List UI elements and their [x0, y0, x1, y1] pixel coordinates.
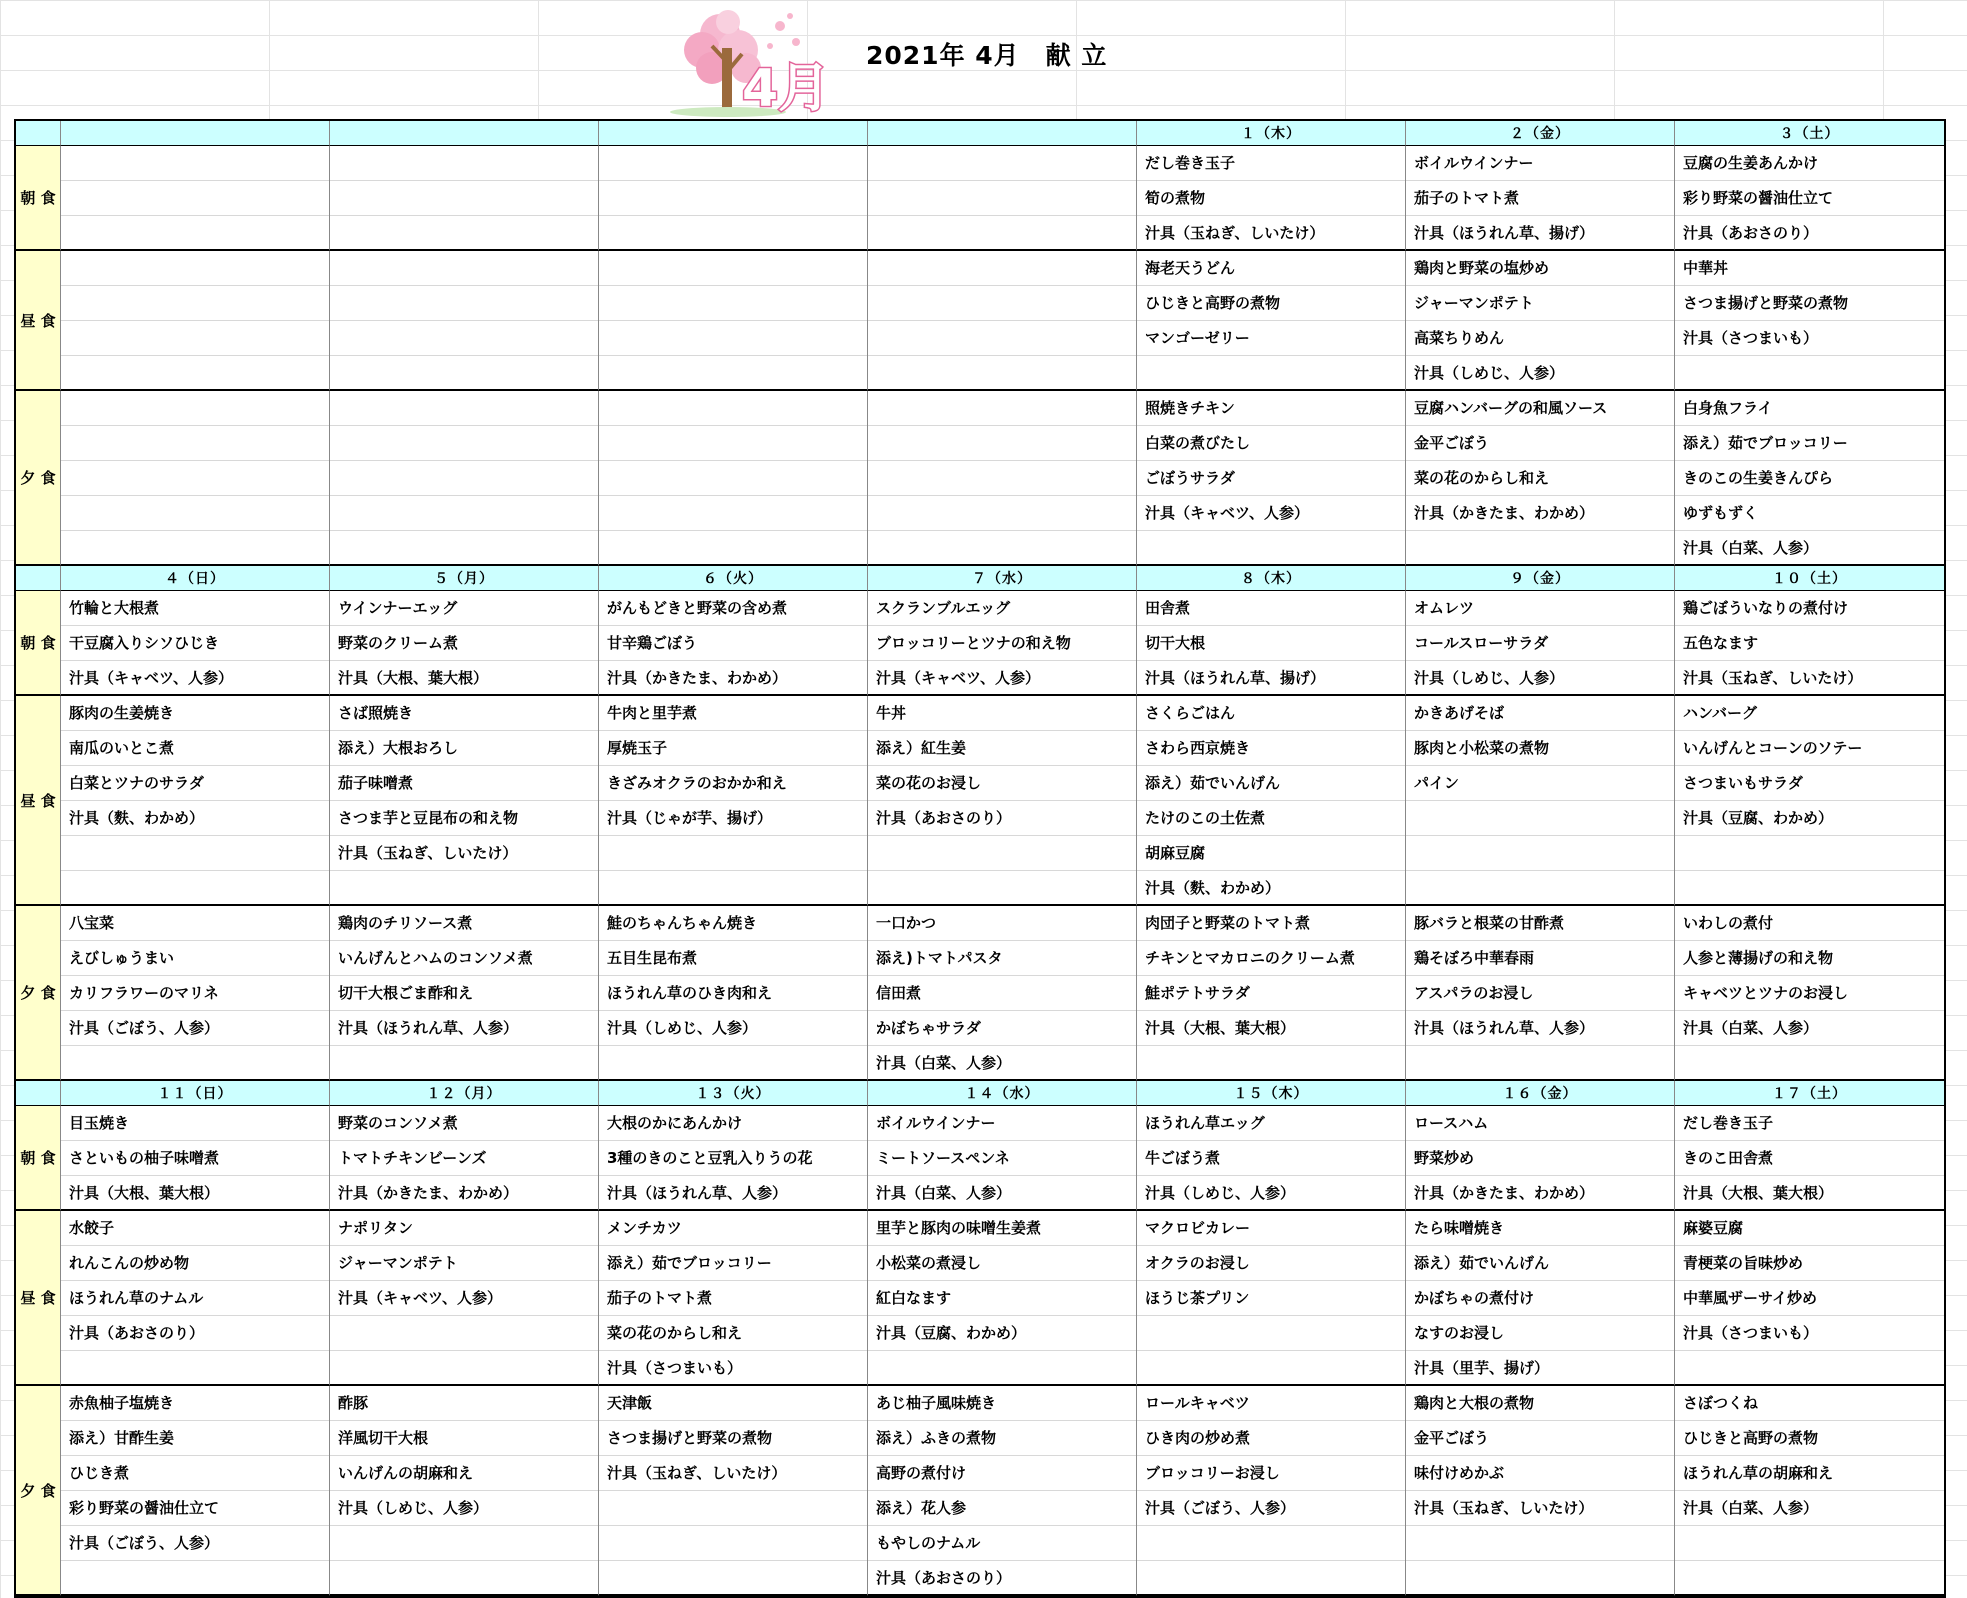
menu-item: 添え）紅生姜: [876, 739, 967, 757]
menu-item: 洋風切干大根: [338, 1429, 429, 1447]
menu-cell: [1137, 391, 1406, 566]
menu-cell: [61, 251, 330, 391]
menu-item: 中華丼: [1683, 259, 1729, 277]
menu-item: 汁具（キャベツ、人参）: [69, 669, 233, 687]
menu-item: 豆腐の生姜あんかけ: [1683, 154, 1819, 172]
menu-item: スクランブルエッグ: [876, 599, 1011, 617]
menu-item: 鶏肉と大根の煮物: [1414, 1394, 1535, 1412]
menu-item: 彩り野菜の醤油仕立て: [1683, 189, 1834, 207]
menu-item: 野菜炒め: [1414, 1149, 1475, 1167]
menu-item: 鶏肉のチリソース煮: [338, 914, 473, 932]
menu-item: ロースハム: [1414, 1114, 1489, 1132]
menu-cell: [868, 251, 1137, 391]
menu-item: ナポリタン: [338, 1219, 414, 1237]
menu-item: チキンとマカロニのクリーム煮: [1145, 949, 1355, 967]
day-header: １５（木）: [1137, 1081, 1406, 1106]
menu-item: 金平ごぼう: [1414, 434, 1490, 452]
menu-item: 干豆腐入りシソひじき: [69, 634, 220, 652]
menu-cell: [1137, 1106, 1406, 1211]
menu-item: ひき肉の炒め煮: [1145, 1429, 1251, 1447]
menu-item: 人参と薄揚げの和え物: [1683, 949, 1834, 967]
menu-item: 汁具（しめじ、人参）: [1414, 364, 1565, 382]
menu-item: 汁具（大根、葉大根）: [1683, 1184, 1834, 1202]
menu-cell: [1675, 1211, 1944, 1386]
menu-item: 切干大根ごま酢和え: [338, 984, 474, 1002]
menu-item: ゆずもずく: [1683, 504, 1759, 522]
menu-item: 肉団子と野菜のトマト煮: [1145, 914, 1311, 932]
menu-item: 汁具（キャベツ、人参）: [1145, 504, 1309, 522]
menu-item: ひじきと高野の煮物: [1683, 1429, 1819, 1447]
menu-cell: [330, 906, 599, 1081]
menu-item: いんげんとハムのコンソメ煮: [338, 949, 533, 967]
menu-item: ほうれん草エッグ: [1145, 1114, 1265, 1132]
menu-item: がんもどきと野菜の含め煮: [607, 599, 788, 617]
day-header: ３（土）: [1675, 121, 1944, 146]
day-header: [330, 121, 599, 146]
menu-item: 汁具（ごぼう、人参）: [69, 1019, 220, 1037]
menu-item: 里芋と豚肉の味噌生姜煮: [876, 1219, 1042, 1237]
menu-cell: [1406, 1386, 1675, 1596]
day-header: [868, 121, 1137, 146]
menu-cell: [1137, 1386, 1406, 1596]
menu-item: 3種のきのこと豆乳入りうの花: [607, 1149, 813, 1167]
menu-cell: [1406, 251, 1675, 391]
menu-item: マンゴーゼリー: [1145, 329, 1250, 347]
menu-item: 汁具（麩、わかめ）: [69, 809, 205, 827]
menu-item: キャベツとツナのお浸し: [1683, 984, 1849, 1002]
menu-item: 汁具（さつまいも）: [1683, 1324, 1819, 1342]
menu-item: 目玉焼き: [69, 1114, 130, 1132]
menu-cell: [599, 696, 868, 906]
menu-cell: [1137, 251, 1406, 391]
day-header: ９（金）: [1406, 566, 1675, 591]
menu-item: もやしのナムル: [876, 1534, 981, 1552]
menu-item: ボイルウインナー: [1414, 154, 1534, 172]
menu-item: 鮭ポテトサラダ: [1145, 984, 1250, 1002]
menu-item: 水餃子: [69, 1219, 115, 1237]
menu-cell: [868, 1106, 1137, 1211]
menu-item: カリフラワーのマリネ: [69, 984, 219, 1002]
menu-cell: [599, 906, 868, 1081]
menu-item: 菜の花のからし和え: [607, 1324, 743, 1342]
menu-item: えびしゅうまい: [69, 949, 175, 967]
menu-item: さぼつくね: [1683, 1394, 1759, 1412]
menu-item: 筍の煮物: [1145, 189, 1206, 207]
menu-item: 茄子のトマト煮: [607, 1289, 713, 1307]
menu-cell: [61, 591, 330, 696]
menu-item: 牛丼: [876, 704, 907, 722]
menu-item: 汁具（玉ねぎ、しいたけ）: [338, 844, 518, 862]
menu-item: 汁具（さつまいも）: [1683, 329, 1819, 347]
menu-item: 鮭のちゃんちゃん焼き: [607, 914, 758, 932]
day-header: １１（日）: [61, 1081, 330, 1106]
menu-item: 彩り野菜の醤油仕立て: [69, 1499, 220, 1517]
menu-item: 汁具（しめじ、人参）: [1145, 1184, 1296, 1202]
menu-item: 添え）茹でいんげん: [1145, 774, 1281, 792]
menu-item: 中華風ザーサイ炒め: [1683, 1289, 1817, 1307]
menu-item: 汁具（キャベツ、人参）: [876, 669, 1040, 687]
menu-item: 添え）茹でいんげん: [1414, 1254, 1550, 1272]
menu-item: あじ柚子風味焼き: [876, 1394, 997, 1412]
menu-item: マクロビカレー: [1145, 1219, 1251, 1237]
menu-item: ジャーマンポテト: [338, 1254, 458, 1272]
menu-item: ほうじ茶プリン: [1145, 1289, 1250, 1307]
day-header: １７（土）: [1675, 1081, 1944, 1106]
menu-cell: [1137, 696, 1406, 906]
menu-item: 汁具（さつまいも）: [607, 1359, 743, 1377]
menu-item: 汁具（ごぼう、人参）: [1145, 1499, 1296, 1517]
menu-item: 茄子のトマト煮: [1414, 189, 1520, 207]
menu-item: オクラのお浸し: [1145, 1254, 1250, 1272]
menu-cell: [1675, 906, 1944, 1081]
menu-cell: [330, 251, 599, 391]
menu-cell: [599, 146, 868, 251]
menu-item: ブロッコリーとツナの和え物: [876, 634, 1071, 652]
menu-item: 汁具（麩、わかめ）: [1145, 879, 1281, 897]
menu-item: 汁具（大根、葉大根）: [1145, 1019, 1296, 1037]
menu-cell: [61, 1106, 330, 1211]
menu-item: 野菜のコンソメ煮: [338, 1114, 458, 1132]
menu-item: 牛ごぼう煮: [1145, 1149, 1221, 1167]
menu-cell: [1675, 1106, 1944, 1211]
menu-cell: [868, 696, 1137, 906]
day-header: [61, 121, 330, 146]
day-header: ４（日）: [61, 566, 330, 591]
menu-cell: [1675, 146, 1944, 251]
menu-cell: [599, 1386, 868, 1596]
menu-cell: [1137, 1211, 1406, 1386]
menu-item: 汁具（里芋、揚げ）: [1414, 1359, 1550, 1377]
menu-item: 照焼きチキン: [1145, 399, 1235, 417]
meal-label: 朝 食: [16, 146, 61, 251]
menu-item: 汁具（玉ねぎ、しいたけ）: [1414, 1499, 1594, 1517]
menu-cell: [330, 696, 599, 906]
menu-cell: [868, 391, 1137, 566]
day-header: ８（木）: [1137, 566, 1406, 591]
menu-item: アスパラのお浸し: [1414, 984, 1534, 1002]
menu-cell: [1406, 1106, 1675, 1211]
meal-label: 昼 食: [16, 251, 61, 391]
menu-cell: [61, 146, 330, 251]
day-header: １４（水）: [868, 1081, 1137, 1106]
menu-item: さといもの柚子味噌煮: [69, 1149, 220, 1167]
menu-item: コールスローサラダ: [1414, 634, 1549, 652]
menu-item: 汁具（あおさのり）: [69, 1324, 205, 1342]
menu-item: 汁具（じゃが芋、揚げ）: [607, 809, 773, 827]
menu-item: さつま揚げと野菜の煮物: [607, 1429, 773, 1447]
menu-item: だし巻き玉子: [1145, 154, 1236, 172]
sheet-header: [0, 0, 1967, 118]
day-header: １６（金）: [1406, 1081, 1675, 1106]
menu-cell: [61, 696, 330, 906]
menu-cell: [599, 251, 868, 391]
day-header: １２（月）: [330, 1081, 599, 1106]
menu-item: さつまいもサラダ: [1683, 774, 1803, 792]
menu-cell: [868, 591, 1137, 696]
menu-item: 汁具（あおさのり）: [876, 809, 1012, 827]
menu-item: メンチカツ: [607, 1219, 682, 1237]
menu-item: 添え）大根おろし: [338, 739, 459, 757]
menu-item: 白菜の煮びたし: [1145, 434, 1251, 452]
menu-item: 田舎煮: [1145, 599, 1191, 617]
menu-item: かきあげそば: [1414, 704, 1505, 722]
menu-item: 紅白なます: [876, 1289, 952, 1307]
menu-item: 汁具（白菜、人参）: [1683, 1019, 1819, 1037]
menu-item: さつま揚げと野菜の煮物: [1683, 294, 1849, 312]
menu-item: 信田煮: [876, 984, 922, 1002]
menu-item: ウインナーエッグ: [338, 599, 458, 617]
menu-item: ほうれん草のナムル: [69, 1289, 204, 1307]
menu-table: [14, 119, 1946, 1598]
week-header-corner: [16, 1081, 61, 1106]
menu-item: 鶏肉と野菜の塩炒め: [1414, 259, 1550, 277]
menu-cell: [868, 146, 1137, 251]
menu-item: 豚肉と小松菜の煮物: [1414, 739, 1550, 757]
menu-item: ほうれん草の胡麻和え: [1683, 1464, 1834, 1482]
menu-cell: [1137, 591, 1406, 696]
menu-item: 五目生昆布煮: [607, 949, 698, 967]
menu-item: 添え）茹でブロッコリー: [1683, 434, 1848, 452]
menu-item: いんげんの胡麻和え: [338, 1464, 474, 1482]
menu-item: 汁具（玉ねぎ、しいたけ）: [1683, 669, 1863, 687]
menu-cell: [1675, 391, 1944, 566]
menu-item: 高野の煮付け: [876, 1464, 967, 1482]
menu-item: 汁具（ごぼう、人参）: [69, 1534, 220, 1552]
menu-item: 五色なます: [1683, 634, 1759, 652]
menu-item: 汁具（キャベツ、人参）: [338, 1289, 502, 1307]
menu-item: 白身魚フライ: [1683, 399, 1773, 417]
menu-item: 赤魚柚子塩焼き: [69, 1394, 175, 1412]
menu-item: ほうれん草のひき肉和え: [607, 984, 773, 1002]
day-header: １３（火）: [599, 1081, 868, 1106]
menu-cell: [1137, 906, 1406, 1081]
menu-item: 汁具（大根、葉大根）: [69, 1184, 220, 1202]
menu-item: 南瓜のいとこ煮: [69, 739, 175, 757]
menu-item: ジャーマンポテト: [1414, 294, 1534, 312]
menu-item: 添え）甘酢生姜: [69, 1429, 175, 1447]
menu-item: 大根のかにあんかけ: [607, 1114, 743, 1132]
menu-item: オムレツ: [1414, 599, 1475, 617]
menu-cell: [1137, 146, 1406, 251]
menu-cell: [1406, 906, 1675, 1081]
menu-item: 汁具（ほうれん草、揚げ）: [1145, 669, 1326, 687]
day-header: ５（月）: [330, 566, 599, 591]
menu-item: 味付けめかぶ: [1414, 1464, 1505, 1482]
menu-item: 小松菜の煮浸し: [876, 1254, 982, 1272]
menu-cell: [330, 1106, 599, 1211]
menu-cell: [599, 591, 868, 696]
page-title: 2021年 4月 献 立: [866, 41, 1108, 70]
menu-item: 汁具（かきたま、わかめ）: [607, 669, 788, 687]
menu-item: なすのお浸し: [1414, 1324, 1505, 1342]
menu-item: 白菜とツナのサラダ: [69, 774, 204, 792]
menu-item: 汁具（ほうれん草、人参）: [1414, 1019, 1595, 1037]
menu-item: さば照焼き: [338, 704, 414, 722]
menu-item: 汁具（白菜、人参）: [876, 1054, 1012, 1072]
menu-cell: [868, 1386, 1137, 1596]
menu-item: ひじきと高野の煮物: [1145, 294, 1281, 312]
menu-item: かぼちゃの煮付け: [1414, 1289, 1535, 1307]
menu-cell: [599, 391, 868, 566]
menu-item: 野菜のクリーム煮: [338, 634, 459, 652]
menu-cell: [1675, 251, 1944, 391]
menu-cell: [330, 591, 599, 696]
menu-item: 添え）花人参: [876, 1499, 967, 1517]
day-header: [599, 121, 868, 146]
menu-item: 菜の花のお浸し: [876, 774, 982, 792]
menu-item: 汁具（豆腐、わかめ）: [1683, 809, 1834, 827]
menu-item: 豚バラと根菜の甘酢煮: [1414, 914, 1565, 932]
menu-item: 汁具（かきたま、わかめ）: [338, 1184, 519, 1202]
menu-cell: [1406, 696, 1675, 906]
menu-item: 汁具（しめじ、人参）: [338, 1499, 489, 1517]
menu-item: 一口かつ: [876, 914, 937, 932]
menu-item: 汁具（玉ねぎ、しいたけ）: [1145, 224, 1325, 242]
day-header: １０（土）: [1675, 566, 1944, 591]
menu-item: きざみオクラのおかか和え: [607, 774, 787, 792]
menu-cell: [61, 391, 330, 566]
menu-item: ごぼうサラダ: [1145, 469, 1235, 487]
meal-label: 昼 食: [16, 1211, 61, 1386]
menu-item: 切干大根: [1145, 634, 1206, 652]
menu-item: 汁具（白菜、人参）: [876, 1184, 1012, 1202]
day-header: １（木）: [1137, 121, 1406, 146]
day-header: ７（水）: [868, 566, 1137, 591]
meal-label: 夕 食: [16, 906, 61, 1081]
menu-item: 添え）ふきの煮物: [876, 1429, 997, 1447]
meal-label: 昼 食: [16, 696, 61, 906]
menu-item: 高菜ちりめん: [1414, 329, 1505, 347]
menu-cell: [330, 391, 599, 566]
menu-item: ブロッコリーお浸し: [1145, 1464, 1280, 1482]
menu-item: 菜の花のからし和え: [1414, 469, 1550, 487]
meal-label: 朝 食: [16, 591, 61, 696]
menu-item: 麻婆豆腐: [1683, 1219, 1744, 1237]
cherry-tree-icon: [668, 2, 828, 118]
menu-item: ボイルウインナー: [876, 1114, 996, 1132]
menu-item: 汁具（大根、葉大根）: [338, 669, 489, 687]
menu-cell: [61, 1386, 330, 1596]
menu-cell: [868, 906, 1137, 1081]
menu-cell: [1406, 391, 1675, 566]
menu-item: 金平ごぼう: [1414, 1429, 1490, 1447]
menu-item: さくらごはん: [1145, 704, 1236, 722]
menu-item: 胡麻豆腐: [1145, 844, 1206, 862]
menu-cell: [330, 146, 599, 251]
meal-label: 夕 食: [16, 391, 61, 566]
menu-item: 汁具（玉ねぎ、しいたけ）: [607, 1464, 787, 1482]
menu-item: いわしの煮付: [1683, 914, 1774, 932]
menu-item: 豆腐ハンバーグの和風ソース: [1414, 399, 1608, 417]
menu-item: 鶏ごぼういなりの煮付け: [1683, 599, 1849, 617]
cherry-blossom-logo: [668, 2, 828, 118]
menu-item: だし巻き玉子: [1683, 1114, 1774, 1132]
menu-cell: [330, 1211, 599, 1386]
menu-item: 竹輪と大根煮: [69, 599, 160, 617]
menu-item: 酢豚: [338, 1394, 369, 1412]
menu-item: きのこの生姜きんぴら: [1683, 469, 1834, 487]
day-header: ２（金）: [1406, 121, 1675, 146]
meal-label: 夕 食: [16, 1386, 61, 1596]
menu-item: れんこんの炒め物: [69, 1254, 190, 1272]
menu-item: 鶏そぼろ中華春雨: [1414, 949, 1535, 967]
menu-item: 海老天うどん: [1145, 259, 1236, 277]
menu-item: 汁具（あおさのり）: [876, 1569, 1012, 1587]
menu-item: 汁具（ほうれん草、人参）: [607, 1184, 788, 1202]
menu-item: パイン: [1414, 774, 1460, 792]
menu-item: 汁具（白菜、人参）: [1683, 1499, 1819, 1517]
day-header: ６（火）: [599, 566, 868, 591]
menu-cell: [61, 906, 330, 1081]
week-header-corner: [16, 566, 61, 591]
menu-item: 汁具（かきたま、わかめ）: [1414, 1184, 1595, 1202]
menu-cell: [1675, 1386, 1944, 1596]
menu-item: 汁具（あおさのり）: [1683, 224, 1819, 242]
menu-cell: [868, 1211, 1137, 1386]
menu-item: いんげんとコーンのソテー: [1683, 739, 1863, 757]
menu-item: トマトチキンビーンズ: [338, 1149, 487, 1167]
menu-item: きのこ田舎煮: [1683, 1149, 1774, 1167]
menu-item: ハンバーグ: [1683, 704, 1757, 722]
menu-item: 汁具（ほうれん草、人参）: [338, 1019, 519, 1037]
menu-cell: [599, 1106, 868, 1211]
menu-cell: [1406, 1211, 1675, 1386]
menu-item: ロールキャベツ: [1145, 1394, 1250, 1412]
menu-item: かぼちゃサラダ: [876, 1019, 981, 1037]
menu-item: 汁具（しめじ、人参）: [1414, 669, 1565, 687]
menu-item: 汁具（しめじ、人参）: [607, 1019, 758, 1037]
menu-item: たら味噌焼き: [1414, 1219, 1505, 1237]
menu-cell: [1675, 591, 1944, 696]
week-header-corner: [16, 121, 61, 146]
menu-item: 甘辛鶏ごぼう: [607, 634, 698, 652]
meal-label: 朝 食: [16, 1106, 61, 1211]
menu-item: ミートソースペンネ: [876, 1149, 1010, 1167]
menu-item: 天津飯: [607, 1394, 653, 1412]
menu-item: さわら西京焼き: [1145, 739, 1251, 757]
menu-item: 厚焼玉子: [607, 739, 668, 757]
menu-item: 汁具（豆腐、わかめ）: [876, 1324, 1027, 1342]
menu-item: 添え）茹でブロッコリー: [607, 1254, 772, 1272]
menu-item: 青梗菜の旨味炒め: [1683, 1254, 1804, 1272]
menu-item: ひじき煮: [69, 1464, 130, 1482]
logo-month-text: 4月: [742, 59, 828, 118]
menu-item: たけのこの土佐煮: [1145, 809, 1266, 827]
menu-item: さつま芋と豆昆布の和え物: [338, 809, 519, 827]
menu-item: 汁具（ほうれん草、揚げ）: [1414, 224, 1595, 242]
menu-cell: [330, 1386, 599, 1596]
menu-item: 汁具（かきたま、わかめ）: [1414, 504, 1595, 522]
menu-cell: [1406, 146, 1675, 251]
menu-cell: [1406, 591, 1675, 696]
menu-item: 八宝菜: [69, 914, 115, 932]
menu-item: 牛肉と里芋煮: [607, 704, 698, 722]
menu-cell: [1675, 696, 1944, 906]
menu-item: 汁具（白菜、人参）: [1683, 539, 1819, 557]
menu-item: 豚肉の生姜焼き: [69, 704, 175, 722]
menu-cell: [599, 1211, 868, 1386]
menu-item: 添え)トマトパスタ: [876, 949, 1003, 967]
menu-item: 茄子味噌煮: [338, 774, 414, 792]
menu-cell: [61, 1211, 330, 1386]
